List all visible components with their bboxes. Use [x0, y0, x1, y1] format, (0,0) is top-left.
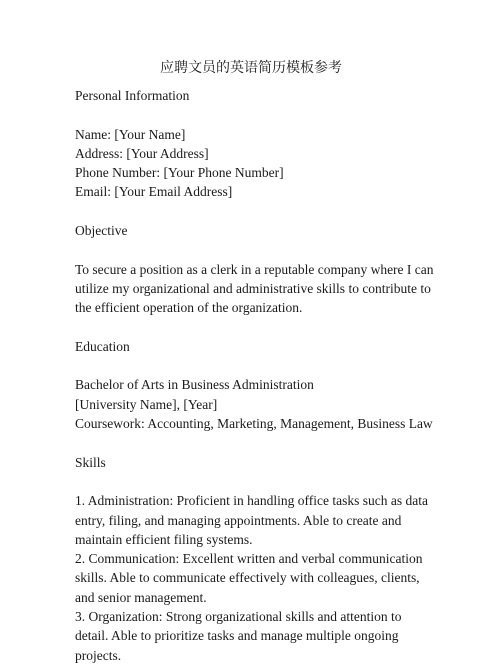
spacer — [75, 318, 435, 337]
personal-name: Name: [Your Name] — [75, 126, 186, 142]
objective-text: To secure a position as a clerk in a reputable company where I can utilize my organizational and administrative skills to contribute to the efficient operation of the organization. — [75, 261, 434, 316]
skill-item-administration: 1. Administration: Proficient in handling office tasks such as data entry, filing, and managing appointments. Able to create and maintain efficient filing systems. — [75, 493, 428, 547]
spacer — [75, 202, 435, 221]
education-university: [University Name], [Year] — [75, 396, 218, 412]
education-coursework: Coursework: Accounting, Marketing, Management, Business Law — [75, 416, 433, 432]
spacer — [75, 105, 435, 124]
spacer — [75, 433, 435, 452]
personal-email: Email: [Your Email Address] — [75, 184, 233, 200]
skill-item-communication: 2. Communication: Excellent written and verbal communication skills. Able to communicate effectively with colleagues, clients, and senior management. — [75, 551, 423, 605]
skill-item-organization: 3. Organization: Strong organizational skills and attention to detail. Able to prioritize tasks and manage multiple ongoing projects. — [75, 609, 402, 663]
personal-phone: Phone Number: [Your Phone Number] — [75, 165, 284, 181]
document-title: 应聘文员的英语简历模板参考 — [160, 60, 342, 76]
section-heading-personal: Personal Information — [75, 88, 190, 103]
section-heading-education: Education — [75, 338, 130, 354]
spacer — [75, 472, 435, 491]
section-heading-skills: Skills — [75, 454, 106, 470]
spacer — [75, 240, 435, 259]
section-heading-objective: Objective — [75, 223, 128, 239]
personal-address: Address: [Your Address] — [75, 145, 209, 161]
spacer — [75, 356, 435, 375]
document-body — [75, 86, 435, 665]
education-degree: Bachelor of Arts in Business Administration — [75, 377, 314, 393]
